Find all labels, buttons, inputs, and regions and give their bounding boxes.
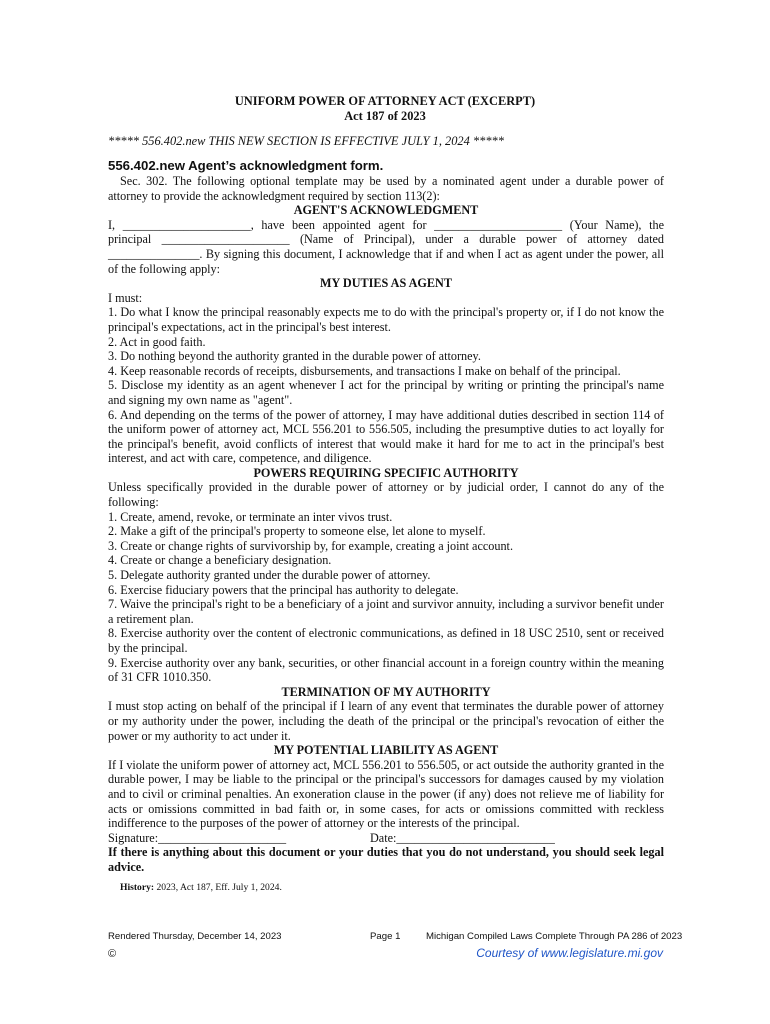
- section-body: [108, 174, 664, 896]
- list-item: 4. Create or change a beneficiary designation.: [108, 553, 332, 568]
- list-item: 1. Create, amend, revoke, or terminate an inter vivos trust.: [108, 509, 393, 524]
- list-item: 7. Waive the principal's right to be a beneficiary of a joint and survivor annuity, including a survivor benefit under a retirement plan.: [108, 597, 664, 626]
- history-note: [120, 881, 664, 896]
- termination-heading: TERMINATION OF MY AUTHORITY: [281, 684, 491, 699]
- duties-list: [108, 305, 664, 466]
- list-item: 9. Exercise authority over any bank, securities, or other financial account in a foreign country within the meaning of 31 CFR 1010.350.: [108, 655, 664, 685]
- history-text: 2023, Act 187, Eff. July 1, 2024.: [154, 882, 282, 894]
- history-label: History:: [120, 882, 155, 894]
- list-item: 4. Keep reasonable records of receipts, disbursements, and transactions I make on behalf of the principal.: [108, 363, 621, 378]
- list-item: 3. Do nothing beyond the authority granted in the durable power of attorney.: [108, 349, 481, 364]
- courtesy-link[interactable]: Courtesy of www.legislature.mi.gov: [476, 946, 663, 960]
- liability-text: If I violate the uniform power of attorney act, MCL 556.201 to 556.505, or act outside the authority granted in the durable power, I may be liable to the principal or the principal's successors for damages caused by my violation and to civil or criminal penalties. An exoneration clause in the power (if any) does not relieve me of liability for acts or omissions committed in bad faith or, in some cases, for acts or omissions committed with reckless indifference to the purposes of the power of attorney or the interests of the principal.: [108, 757, 664, 831]
- duties-intro: I must:: [108, 290, 143, 305]
- date-line: Date:__________________________: [370, 830, 555, 845]
- liability-heading: MY POTENTIAL LIABILITY AS AGENT: [273, 743, 499, 758]
- signature-line: Signature:_____________________: [108, 830, 287, 845]
- list-item: 1. Do what I know the principal reasonably expects me to do with the principal's property or, if I do not know the principal's expectations, act in the principal's best interest.: [108, 305, 664, 334]
- list-item: 8. Exercise authority over the content of electronic communications, as defined in 18 USC 2510, sent or received by the principal.: [108, 626, 664, 655]
- powers-list: [108, 510, 664, 685]
- document-title: UNIFORM POWER OF ATTORNEY ACT (EXCERPT): [234, 94, 536, 108]
- list-item: 6. Exercise fiduciary powers that the principal has authority to delegate.: [108, 582, 459, 597]
- copyright-symbol: ©: [108, 948, 117, 960]
- section-heading: 556.402.new Agent’s acknowledgment form.: [108, 158, 384, 173]
- list-item: 5. Delegate authority granted under the durable power of attorney.: [108, 568, 431, 583]
- termination-text: I must stop acting on behalf of the principal if I learn of any event that terminates the durable power of attorney or my authority under the power, including the death of the principal or the principal's revocation of either the power or my authority to act under it.: [108, 699, 664, 743]
- compiled-through: Michigan Compiled Laws Complete Through PA 286 of 2023: [426, 931, 683, 942]
- ack-heading: AGENT'S ACKNOWLEDGMENT: [293, 203, 479, 218]
- list-item: 2. Make a gift of the principal's property to someone else, let alone to myself.: [108, 524, 486, 539]
- rendered-date: Rendered Thursday, December 14, 2023: [108, 931, 282, 942]
- legal-advice-warning: If there is anything about this document or your duties that you do not understand, you should seek legal advice.: [108, 845, 664, 875]
- list-item: 6. And depending on the terms of the power of attorney, I may have additional duties described in section 114 of the uniform power of attorney act, MCL 556.201 to 556.505, including the presumptive duties to act loyally for the principal's benefit, avoid conflicts of interest that would make it hard for me to act in the principal's best interest, and act with care, competence, and diligence.: [108, 407, 664, 466]
- section-intro: Sec. 302. The following optional template may be used by a nominated agent under a durable power of attorney to provide the acknowledgment required by section 113(2):: [108, 174, 664, 203]
- act-number: Act 187 of 2023: [344, 109, 426, 123]
- ack-text: I, _____________________, have been appointed agent for _____________________ (Your Name), the principal _____________________ (Name of Principal), under a durable power of attorney dated _______________. By signing this document, I acknowledge that if and when I act as agent under the power, all of the following apply:: [108, 217, 664, 276]
- page-number: Page 1: [370, 931, 401, 942]
- duties-heading: MY DUTIES AS AGENT: [320, 276, 452, 291]
- powers-intro: Unless specifically provided in the durable power of attorney or by judicial order, I cannot do any of the following:: [108, 480, 664, 510]
- list-item: 2. Act in good faith.: [108, 334, 206, 349]
- effective-notice: ***** 556.402.new THIS NEW SECTION IS EFFECTIVE JULY 1, 2024 *****: [108, 134, 504, 148]
- signature-row: [108, 831, 664, 846]
- list-item: 5. Disclose my identity as an agent whenever I act for the principal by writing or printing the principal's name and signing my own name as "agent".: [108, 378, 664, 407]
- powers-heading: POWERS REQUIRING SPECIFIC AUTHORITY: [253, 465, 519, 480]
- list-item: 3. Create or change rights of survivorship by, for example, creating a joint account.: [108, 538, 513, 553]
